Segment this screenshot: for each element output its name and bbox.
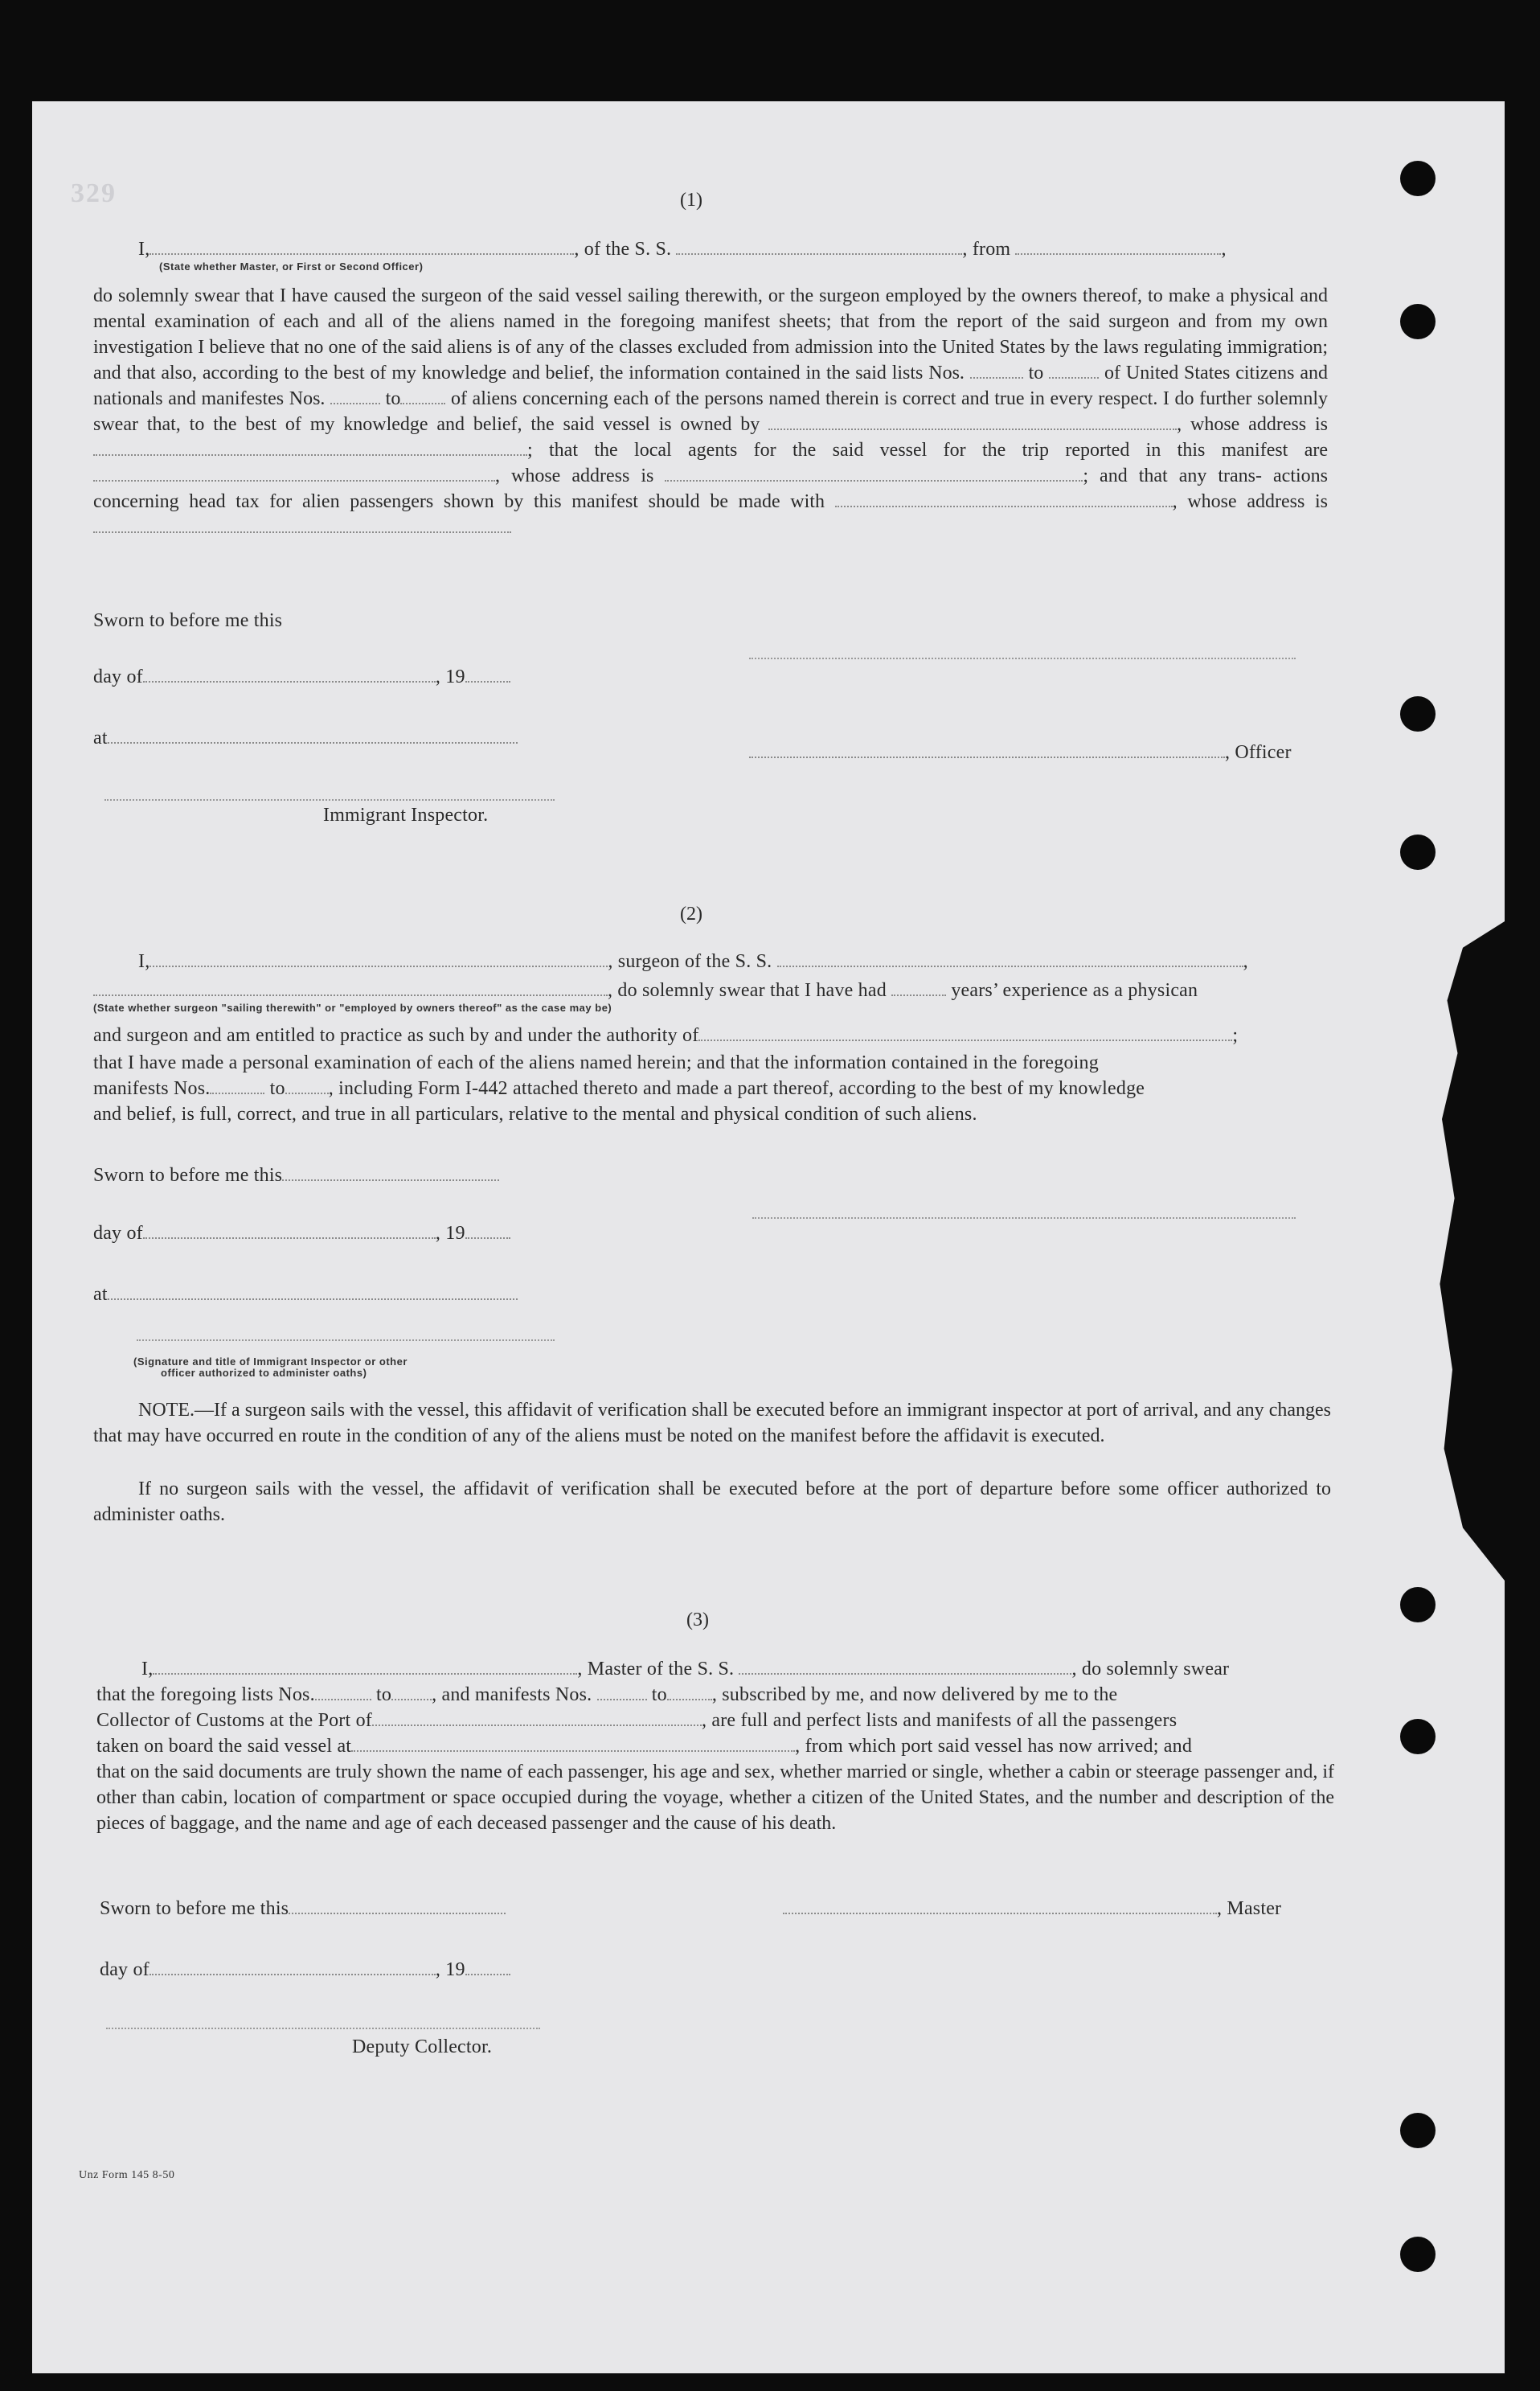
s2-signature-note-1: (Signature and title of Immigrant Inspector or other bbox=[133, 1355, 408, 1368]
s1-sworn: Sworn to before me this bbox=[93, 610, 283, 631]
s3-sworn: Sworn to before me this bbox=[100, 1896, 506, 1921]
s1-day-of: day of , 19 bbox=[93, 664, 510, 690]
section-2-number: (2) bbox=[680, 904, 702, 925]
s2-line3: and surgeon and am entitled to practice as such by and under the authority of ; bbox=[93, 1025, 1239, 1046]
s1-body-paragraph: do solemnly swear that I have caused the surgeon of the said vessel sailing therewith, or the surgeon employed by the owners thereof, to make a physical and mental examination of each and all of the aliens named in the foregoing manifest sheets; that from the report of the said surgeon and from my own investigation I believe that no one of the said aliens is of any of the classes excluded from admission into the United States by the laws regulating immigration; and that also, according to the best of my knowledge and belief, the information contained in the said lists Nos. to of United States citizens and nationals and manifestes Nos. to of aliens concerning each of the persons named therein is correct and true in every respect. I do further solemnly swear that, to the best of my knowledge and belief, the said vessel is owned by , whose address is ; that the local agents for the said vessel for the trip reported in this manifest are , whose address is ; and that any trans- actions concerning head tax for alien passengers shown by this manifest should be made with , whose address is bbox=[93, 283, 1328, 540]
faded-stamp: 329 bbox=[71, 178, 117, 208]
binder-hole bbox=[1400, 2113, 1436, 2148]
form-sheet bbox=[32, 101, 1505, 2373]
s1-signature-line bbox=[749, 658, 1296, 659]
torn-edge bbox=[1400, 921, 1505, 1581]
binder-hole bbox=[1400, 835, 1436, 870]
s1-immigrant-inspector: Immigrant Inspector. bbox=[323, 805, 489, 826]
s2-inspector-line bbox=[137, 1339, 555, 1341]
s1-officer-signature: , Officer bbox=[749, 740, 1292, 765]
s3-deputy-collector: Deputy Collector. bbox=[352, 2036, 493, 2057]
s3-line3: Collector of Customs at the Port of , are full and perfect lists and manifests of all the passengers bbox=[96, 1710, 1178, 1731]
s3-collector-line bbox=[106, 2028, 540, 2029]
binder-hole bbox=[1400, 161, 1436, 196]
s2-line4: that I have made a personal examination of each of the aliens named herein; and that the information contained in the foregoing bbox=[93, 1052, 1099, 1073]
s3-line1: I, , Master of the S. S. , do solemnly swear bbox=[141, 1659, 1230, 1679]
s2-line1: I, , surgeon of the S. S. , bbox=[138, 951, 1248, 972]
s2-surgeon-note: (State whether surgeon "sailing therewith" or "employed by owners thereof" as the case may be) bbox=[93, 1002, 612, 1014]
s2-signature-note-2: officer authorized to administer oaths) bbox=[161, 1367, 367, 1379]
binder-hole bbox=[1400, 1719, 1436, 1754]
binder-hole bbox=[1400, 2237, 1436, 2272]
s2-signature-line bbox=[752, 1217, 1296, 1219]
s3-line4: taken on board the said vessel at , from which port said vessel has now arrived; and bbox=[96, 1736, 1193, 1757]
s2-note-paragraph-2: If no surgeon sails with the vessel, the affidavit of verification shall be executed before at the port of departure before some officer authorized to administer oaths. bbox=[93, 1478, 1331, 1525]
s2-at: at bbox=[93, 1282, 518, 1307]
s3-day-of: day of , 19 bbox=[100, 1957, 510, 1983]
binder-hole bbox=[1400, 1587, 1436, 1622]
binder-hole bbox=[1400, 304, 1436, 339]
section-1-number: (1) bbox=[680, 190, 702, 211]
s3-line2: that the foregoing lists Nos. to , and manifests Nos. to , subscribed by me, and now delivered by me to the bbox=[96, 1684, 1118, 1705]
s1-at: at bbox=[93, 725, 518, 751]
s1-line1: I, , of the S. S. , from , bbox=[138, 239, 1227, 260]
s3-body-paragraph: that on the said documents are truly shown the name of each passenger, his age and sex, whether married or single, whether a cabin or steerage passenger and, if other than cabin, location of compartment or space occupied during the voyage, whether a citizen of the United States, and the number and description of the pieces of baggage, and the name and age of each deceased passenger and the cause of his death. bbox=[96, 1761, 1334, 1834]
s2-line6: and belief, is full, correct, and true in all particulars, relative to the mental and physical condition of such aliens. bbox=[93, 1104, 977, 1125]
s1-inspector-line bbox=[104, 799, 555, 801]
form-number-footer: Unz Form 145 8-50 bbox=[79, 2169, 175, 2181]
s3-master-signature: , Master bbox=[783, 1896, 1281, 1921]
s2-line2: , do solemnly swear that I have had years’ experience as a physican bbox=[93, 978, 1198, 1003]
section-3-number: (3) bbox=[686, 1610, 709, 1630]
s1-officer-note: (State whether Master, or First or Second Officer) bbox=[159, 260, 424, 273]
s2-sworn: Sworn to before me this bbox=[93, 1163, 499, 1188]
s2-day-of: day of , 19 bbox=[93, 1220, 510, 1246]
s2-note-paragraph-1: NOTE.—If a surgeon sails with the vessel, this affidavit of verification shall be executed before an immigrant inspector at port of arrival, and any changes that may have occurred en route in the condition of any of the aliens must be noted on the manifest before the affidavit is executed. bbox=[93, 1400, 1331, 1446]
s2-line5: manifests Nos. to , including Form I-442 attached thereto and made a part thereof, according to the best of my knowledge bbox=[93, 1078, 1145, 1099]
binder-hole bbox=[1400, 696, 1436, 732]
